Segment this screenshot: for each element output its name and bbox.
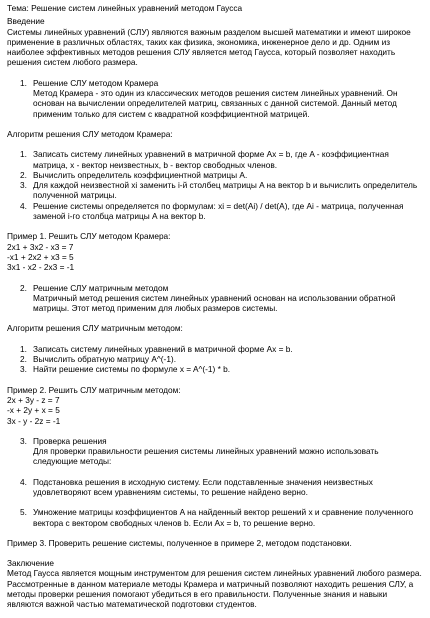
list-number: 1. — [20, 343, 27, 354]
section-5-text: Умножение матрицы коэффициентов A на найденный вектор решений x и сравнение полученного вектора с вектором свободных членов b. Если Ax = b, то решение верно. — [33, 507, 414, 528]
cramer-algorithm-heading: Алгоритм решения СЛУ методом Крамера: — [7, 128, 173, 139]
matrix-algorithm-heading: Алгоритм решения СЛУ матричным методом: — [7, 323, 183, 334]
equation: 3x1 - x2 - 2x3 = -1 — [7, 262, 75, 273]
list-number: 3. — [20, 364, 27, 375]
list-item — [7, 170, 423, 180]
list-text: Для каждой неизвестной xi заменить i-й столбец матрицы A на вектор b и вычислить определитель полученной матрицы. — [33, 180, 418, 201]
list-item — [7, 354, 423, 364]
example-1-equations — [7, 242, 423, 273]
section-4 — [7, 477, 423, 498]
list-number: 1. — [20, 149, 27, 160]
section-3-text: Для проверки правильности решения системы линейных уравнений можно использовать следующие методы: — [33, 446, 379, 467]
matrix-steps-list — [7, 344, 423, 375]
equation: 2x1 + 3x2 - x3 = 7 — [7, 241, 74, 252]
section-4-text: Подстановка решения в исходную систему. Если подставленные значения неизвестных удовлетворяют всем уравнениям системы, то решение найдено верно. — [33, 476, 373, 497]
list-text: Решение системы определяется по формулам: xi = det(Ai) / det(A), где Ai - матрица, полученная заменой i-го столбца матрицы A на вектор b. — [33, 200, 404, 222]
list-number: 2. — [20, 169, 27, 180]
section-2 — [7, 283, 423, 314]
equation: -x1 + 2x2 + x3 = 5 — [7, 251, 74, 262]
example-1-heading: Пример 1. Решить СЛУ методом Крамера: — [7, 231, 171, 242]
list-text: Найти решение системы по формуле x = A^(-1) * b. — [33, 364, 231, 375]
section-2-title: Решение СЛУ матричным методом — [33, 282, 169, 293]
equation: 3x - y - 2z = -1 — [7, 415, 61, 426]
section-2-number: 2. — [20, 282, 27, 293]
example-3-heading: Пример 3. Проверить решение системы, полученное в примере 2, методом подстановки. — [7, 537, 352, 548]
list-item — [7, 344, 423, 354]
section-3-title: Проверка решения — [33, 435, 107, 446]
intro-heading: Введение — [7, 16, 45, 27]
list-item — [7, 149, 423, 170]
section-3-number: 3. — [20, 435, 27, 446]
cramer-steps-list — [7, 149, 423, 221]
topic-line: Тема: Решение систем линейных уравнений методом Гаусса — [7, 3, 243, 13]
conclusion-text: Метод Гаусса является мощным инструментом для решения систем линейных уравнений любого размера. Рассмотренные в данном материале методы Крамера и матричный позволяют находить решения СЛУ, а методы проверки решения помогают убедиться в его правильности. Полученные знания и навыки являются важной частью математической подготовки студентов. — [7, 568, 422, 610]
intro-text: Системы линейных уравнений (СЛУ) являются важным разделом высшей математики и имеют широкое применение в различных областях, таких как физика, экономика, инженерное дело и др. Одним из наиболее эффективных методов решения СЛУ является метод Гаусса, который позволяет находить решения систем любого размера. — [7, 26, 411, 68]
example-2-equations — [7, 395, 423, 426]
section-4-number: 4. — [20, 476, 27, 487]
list-text: Записать систему линейных уравнений в матричной форме Ax = b. — [33, 343, 293, 354]
equation: -x + 2y + x = 5 — [7, 405, 60, 416]
list-number: 2. — [20, 354, 27, 365]
conclusion-heading: Заключение — [7, 558, 54, 569]
list-item — [7, 364, 423, 374]
list-number: 3. — [20, 180, 27, 191]
section-1 — [7, 78, 423, 119]
section-1-title: Решение СЛУ методом Крамера — [33, 77, 159, 88]
list-text: Записать систему линейных уравнений в матричной форме Ax = b, где A - коэффициентная матрица, x - вектор неизвестных, b - вектор свободных членов. — [33, 149, 389, 170]
section-5-number: 5. — [20, 507, 27, 518]
list-number: 4. — [20, 200, 27, 211]
section-5 — [7, 507, 423, 528]
section-2-text: Матричный метод решения систем линейных уравнений основан на использовании обратной матрицы. Этот метод применим для любых размеров системы. — [33, 292, 396, 314]
example-2-heading: Пример 2. Решить СЛУ матричным методом: — [7, 384, 181, 395]
list-text: Вычислить определитель коэффициентной матрицы A. — [33, 169, 248, 180]
list-text: Вычислить обратную матрицу A^(-1). — [33, 354, 177, 365]
section-3 — [7, 436, 423, 467]
section-1-number: 1. — [20, 77, 27, 88]
section-1-text: Метод Крамера - это один из классических методов решения систем линейных уравнений. Он основан на вычислении определителей матриц, связанных с данной системой. Данный метод применим только для систем с квадратной коэффициентной матрицей. — [33, 88, 398, 119]
list-item — [7, 201, 423, 222]
list-item — [7, 180, 423, 201]
equation: 2x + 3y - z = 7 — [7, 394, 60, 405]
